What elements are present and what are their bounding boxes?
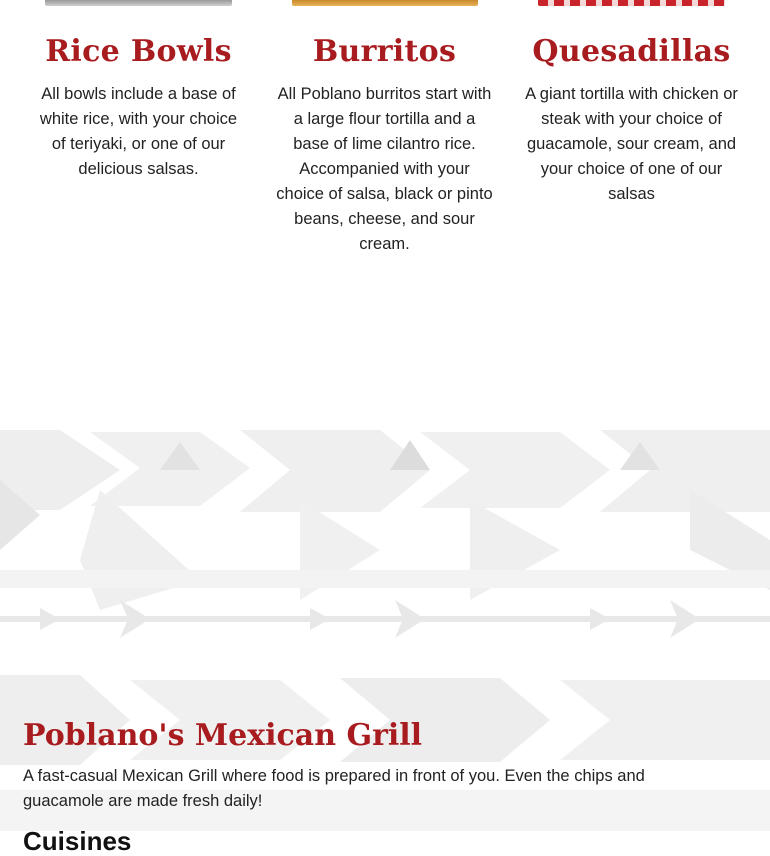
about-section [23, 716, 723, 856]
menu-card-description: All Poblano burritos start with a large flour tortilla and a base of lime cilantro rice. Accompanied with your choice of salsa, black or pinto beans, cheese, and sour cream. [276, 85, 493, 253]
about-title: Poblano's Mexican Grill [23, 718, 423, 753]
menu-card-description: All bowls include a base of white rice, with your choice of teriyaki, or one of our delicious salsas. [39, 85, 238, 178]
cuisines-heading: Cuisines [23, 826, 132, 856]
about-description: A fast-casual Mexican Grill where food is prepared in front of you. Even the chips and guacamole are made fresh daily! [23, 767, 645, 810]
menu-card-title: Burritos [312, 34, 457, 69]
burritos-image [292, 0, 478, 6]
menu-section [0, 0, 770, 420]
menu-card-title: Quesadillas [532, 34, 731, 69]
quesadillas-image [538, 0, 725, 6]
menu-card-description: A giant tortilla with chicken or steak with your choice of guacamole, sour cream, and your choice of one of our salsas [525, 85, 738, 203]
rice-bowls-image [45, 0, 232, 6]
menu-card-title: Rice Bowls [45, 34, 232, 69]
